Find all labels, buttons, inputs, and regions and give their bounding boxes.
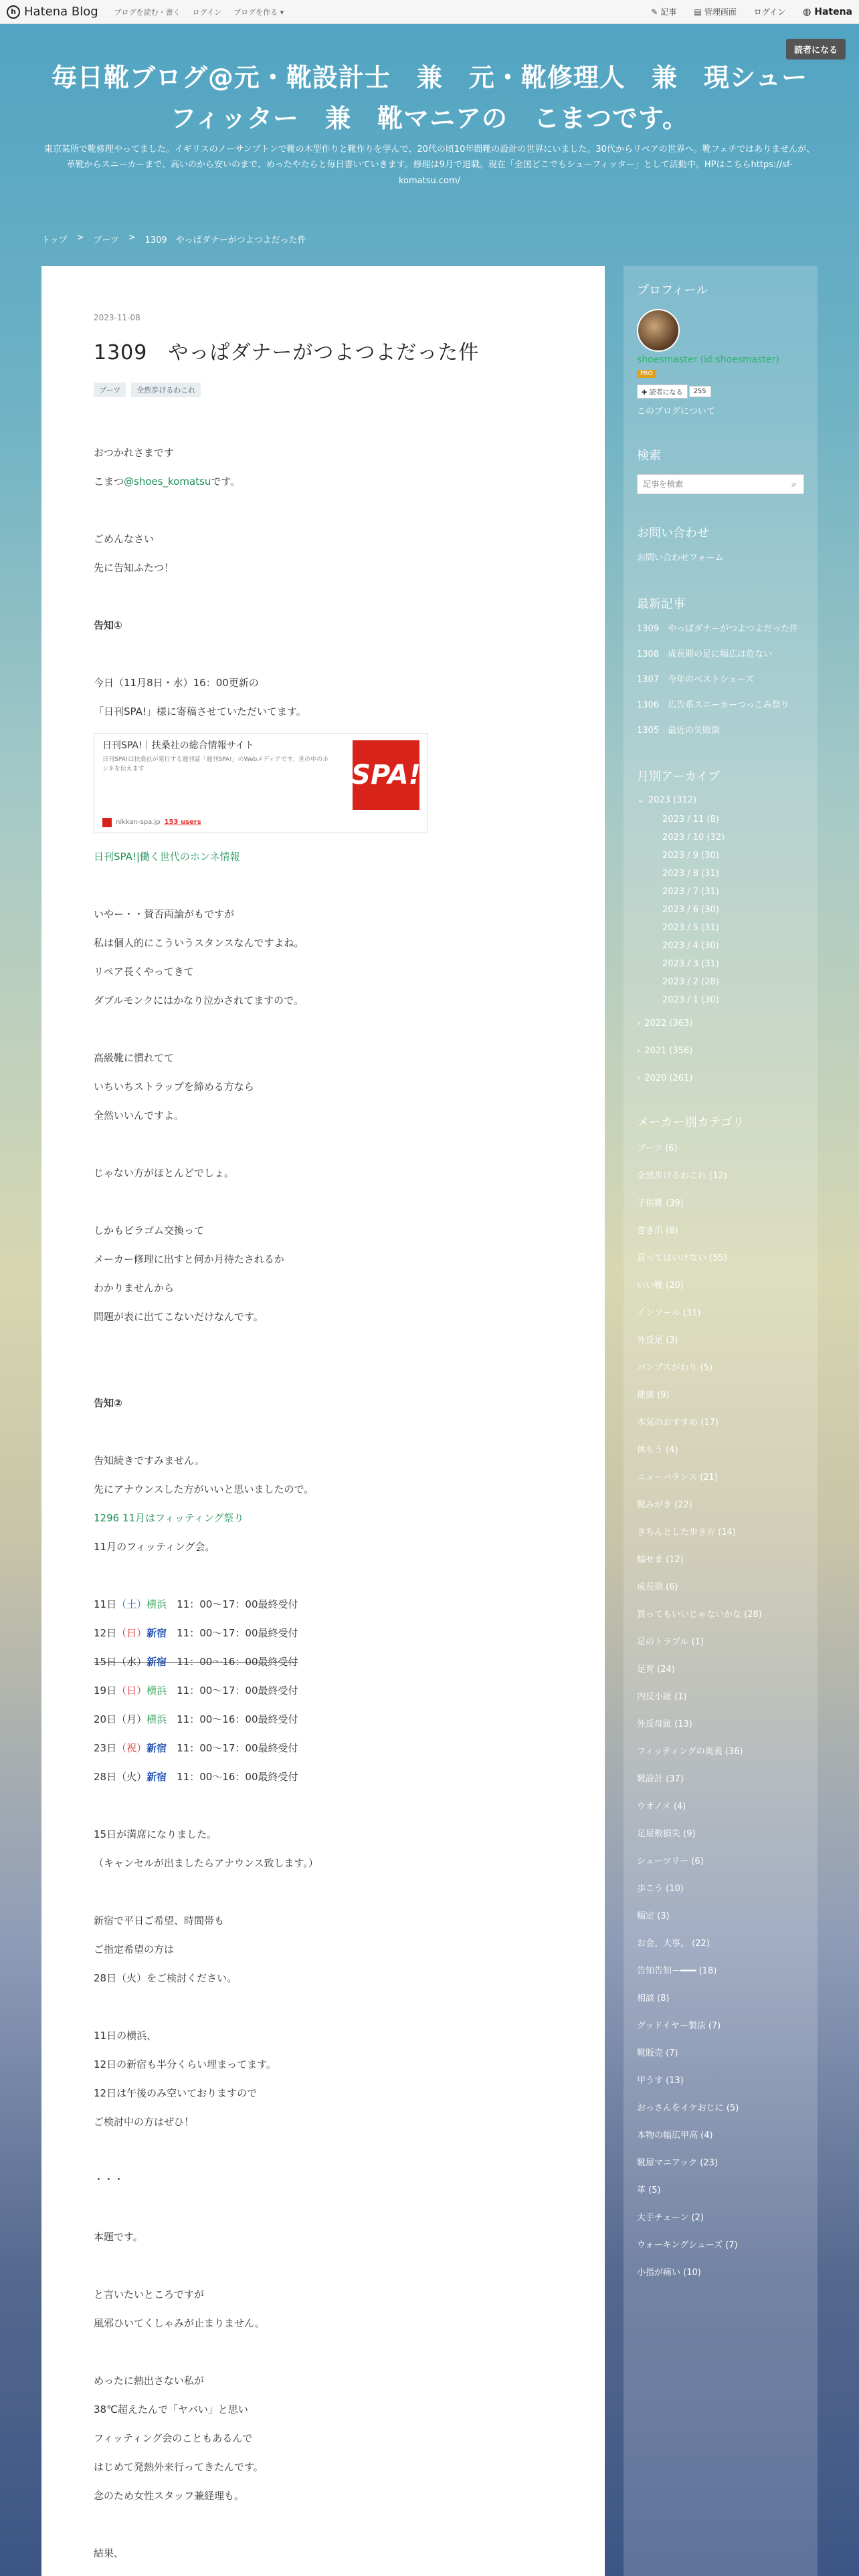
body-text: と言いたいところですが	[94, 2288, 204, 2300]
spacer	[94, 582, 553, 611]
archive-month-link[interactable]: 2023 / 2 (28)	[662, 977, 719, 987]
breadcrumb-top[interactable]: トップ	[41, 235, 68, 245]
body-text: です。	[211, 475, 241, 488]
schedule-weekday: （日）	[116, 1685, 147, 1697]
topbar-menu	[114, 7, 284, 17]
spacer	[94, 2252, 553, 2280]
category-link[interactable]: インソール (31)	[637, 1308, 701, 1318]
category-link[interactable]: 本気のおすすめ (17)	[637, 1418, 719, 1428]
schedule-time: 11：00〜16：00最終受付	[177, 1713, 298, 1725]
schedule-weekday: （水）	[116, 1656, 147, 1668]
spacer	[94, 1993, 553, 2022]
category-link[interactable]: ブーツ (6)	[637, 1144, 678, 1154]
topbar-login-link[interactable]: ログイン	[753, 7, 786, 17]
entry-categories	[94, 383, 553, 397]
schedule-day: 23日	[94, 1742, 117, 1754]
archive-month-link[interactable]: 2023 / 5 (31)	[662, 923, 719, 933]
spacer	[94, 2137, 553, 2165]
category-link[interactable]: 内反小趾 (1)	[637, 1692, 687, 1702]
embed-footer	[102, 818, 201, 827]
body-text: 本題です。	[94, 2231, 143, 2243]
body-text: 念のため女性スタッフ兼経理も。	[94, 2490, 245, 2502]
spacer	[94, 2194, 553, 2223]
body-text: 11日の横浜、	[94, 2030, 157, 2042]
embed-link[interactable]: 日刊SPA!|働く世代のホンネ情報	[94, 851, 240, 863]
schedule-venue: 新宿	[147, 1742, 167, 1754]
category-link[interactable]: 足育 (24)	[637, 1665, 675, 1675]
archive-month-link[interactable]: 2023 / 1 (30)	[662, 995, 719, 1005]
spacer	[94, 2338, 553, 2367]
recent-entry-link[interactable]: 1308 成長期の足に幅広は危ない	[637, 649, 773, 659]
category-link[interactable]: ニューバランス (21)	[637, 1473, 718, 1483]
schedule-row	[94, 1763, 553, 1792]
schedule-row-full	[94, 1648, 553, 1677]
topbar-admin-link[interactable]	[694, 6, 736, 17]
search-module	[637, 446, 804, 494]
category-link[interactable]: 幅定 (3)	[637, 1911, 670, 1921]
topbar-write-label: 記事	[660, 7, 677, 17]
hatena-blog-logo-text: Hatena Blog	[24, 5, 98, 19]
schedule-time: 11：00〜16：00最終受付	[177, 1771, 298, 1783]
profile-module	[637, 281, 804, 417]
subscribe-small-button[interactable]: ✚ 読者になる	[637, 385, 688, 399]
recent-heading: 最新記事	[637, 597, 685, 611]
body-text	[94, 467, 553, 496]
hatena-globe-icon: ◍	[803, 6, 812, 17]
archive-year-label: 2021 (356)	[644, 1046, 693, 1056]
hatena-blog-logo[interactable]	[7, 5, 98, 19]
archive-month-link[interactable]: 2023 / 11 (8)	[662, 815, 719, 825]
entry-date[interactable]: 2023-11-08	[94, 313, 140, 322]
spacer	[94, 1130, 553, 1159]
category-link[interactable]: きちんとした歩き方 (14)	[637, 1527, 736, 1537]
body-text: ご検討中の方はぜひ！	[94, 2116, 195, 2128]
body-text: ご指定希望の方は	[94, 1943, 175, 1955]
hatena-topbar	[0, 0, 859, 24]
category-link[interactable]: 靴みがき (22)	[637, 1500, 692, 1510]
body-text: 15日が満席になりました。	[94, 1828, 217, 1840]
archive-year-2021[interactable]	[637, 1046, 804, 1056]
spacer	[94, 1418, 553, 1446]
category-link[interactable]: 全然歩けるわこれ (12)	[637, 1171, 727, 1181]
category-link[interactable]: フィッティングの奥義 (36)	[637, 1747, 743, 1757]
recent-entry-link[interactable]: 1306 広告系スニーカーつっこみ祭り	[637, 700, 789, 710]
category-link[interactable]: 小指が痛い (10)	[637, 2268, 701, 2278]
category-link[interactable]: ウォーキングシューズ (7)	[637, 2240, 738, 2250]
body-text: 「日刊SPA!」様に寄稿させていただいてます。	[94, 706, 306, 718]
avatar[interactable]	[637, 309, 680, 352]
schedule-time: 11：00〜16：00最終受付	[177, 1656, 298, 1668]
pencil-icon: ✎	[651, 7, 658, 17]
category-link[interactable]: 靴設計 (37)	[637, 1774, 684, 1784]
schedule-row	[94, 1677, 553, 1705]
topbar-right	[651, 6, 852, 17]
category-link[interactable]: 甲うす (13)	[637, 2076, 684, 2086]
category-link[interactable]: 告知告知ー━━━ (18)	[637, 1966, 717, 1976]
blog-title[interactable]: 毎日靴ブログ@元・靴設計士 兼 元・靴修理人 兼 現シューフィッター 兼 靴マニアの こまつです。	[51, 63, 808, 133]
search-box	[637, 474, 804, 494]
category-link[interactable]: 買ってもいいじゃないかな (28)	[637, 1610, 762, 1620]
search-heading: 検索	[637, 449, 661, 463]
schedule-day: 20日	[94, 1713, 117, 1725]
spacer	[94, 2510, 553, 2539]
body-text: 先にアナウンスした方がいいと思いましたので。	[94, 1483, 314, 1495]
profile-heading: プロフィール	[637, 284, 708, 298]
body-text: ・・・	[94, 2173, 124, 2185]
chevron-right-icon: ›	[637, 1018, 641, 1029]
spacer	[94, 1015, 553, 1044]
body-text: じゃない方がほとんどでしょ。	[94, 1167, 235, 1179]
category-link[interactable]: 本物の幅広甲高 (4)	[637, 2131, 713, 2141]
spacer	[94, 1188, 553, 1216]
archive-month-link[interactable]: 2023 / 7 (31)	[662, 887, 719, 897]
schedule-row	[94, 1619, 553, 1648]
schedule-weekday: （土）	[116, 1598, 147, 1610]
article	[41, 266, 605, 2576]
body-text: めったに熱出さない私が	[94, 2375, 204, 2387]
category-link[interactable]: シューツリー (6)	[637, 1856, 704, 1866]
chevron-down-icon: ⌄	[637, 795, 644, 805]
archive-month-link[interactable]: 2023 / 4 (30)	[662, 941, 719, 951]
body-text: 今日（11月8日・水）16：00更新の	[94, 677, 259, 689]
category-link[interactable]: 靴販売 (7)	[637, 2048, 678, 2058]
twitter-link[interactable]: @shoes_komatsu	[124, 475, 211, 488]
category-link[interactable]: 靴屋マニアック (23)	[637, 2158, 718, 2168]
schedule-venue: 横浜	[147, 1713, 167, 1725]
topbar-menu-login[interactable]: ログイン	[192, 7, 222, 17]
schedule-weekday: （祝）	[116, 1742, 147, 1754]
archive-year-label: 2022 (363)	[644, 1018, 693, 1029]
body-text: メーカー修理に出すと何か月待たされるか	[94, 1253, 284, 1265]
entry-category-tag[interactable]: ブーツ	[94, 383, 126, 397]
schedule-day: 28日	[94, 1771, 117, 1783]
archive-month-link[interactable]: 2023 / 6 (30)	[662, 905, 719, 915]
schedule-time: 11：00〜17：00最終受付	[177, 1627, 298, 1639]
body-text: 告知続きですみません。	[94, 1455, 205, 1467]
spacer	[94, 1562, 553, 1590]
schedule-time: 11：00〜17：00最終受付	[177, 1598, 298, 1610]
archive-year-2023[interactable]	[637, 795, 804, 805]
recent-entries-module	[637, 595, 804, 738]
section-heading: 告知②	[94, 1397, 122, 1409]
archive-month-link[interactable]: 2023 / 3 (31)	[662, 959, 719, 969]
body-text: 12日は午後のみ空いておりますので	[94, 2087, 258, 2099]
entry-category-tag[interactable]: 全然歩けるわこれ	[131, 383, 201, 397]
body-text: わかりませんから	[94, 1282, 175, 1294]
body-text: おつかれさまです	[94, 447, 174, 459]
body-text: 11月のフィッティング会。	[94, 1541, 215, 1553]
schedule-weekday: （火）	[116, 1771, 147, 1783]
body-text: 問題が表に出てこないだけなんです。	[94, 1311, 264, 1323]
body-text: 12日の新宿も半分くらい埋まってます。	[94, 2058, 276, 2070]
archive-year-label: 2023 (312)	[648, 795, 697, 805]
bookmark-users-count[interactable]: 153 users	[164, 819, 201, 826]
category-link[interactable]: お金、大事。 (22)	[637, 1939, 710, 1949]
archive-month-link[interactable]: 2023 / 10 (32)	[662, 833, 725, 843]
schedule-row	[94, 1590, 553, 1619]
schedule-venue: 新宿	[147, 1627, 167, 1639]
topbar-menu-read[interactable]: ブログを読む・書く	[114, 7, 181, 17]
body-text: ダブルモンクにはかなり泣かされてますので。	[94, 994, 304, 1006]
archive-year-label: 2020 (261)	[644, 1073, 693, 1083]
category-link[interactable]: 休もう (4)	[637, 1445, 678, 1455]
category-link[interactable]: 子供靴 (39)	[637, 1198, 684, 1208]
breadcrumb-boots[interactable]: ブーツ	[93, 235, 119, 245]
schedule-time: 11：00〜17：00最終受付	[177, 1742, 298, 1754]
sidebar	[624, 266, 818, 2576]
body-text: 28日（火）をご検討ください。	[94, 1972, 237, 1984]
body-text: 高級靴に慣れてて	[94, 1052, 175, 1064]
schedule-weekday: （月）	[116, 1713, 147, 1725]
embed-title: 日刊SPA!｜扶桑社の総合情報サイト	[102, 740, 254, 751]
schedule-day: 19日	[94, 1685, 117, 1697]
search-icon[interactable]: ⌕	[791, 479, 797, 490]
schedule-day: 11日	[94, 1598, 117, 1610]
profile-name-link[interactable]: shoesmaster (id:shoesmaster)	[637, 354, 779, 365]
schedule-day: 12日	[94, 1627, 117, 1639]
body-text: いやー・・賛否両論がもですが	[94, 908, 235, 920]
topbar-write-link[interactable]	[651, 6, 676, 17]
body-text: リペア長くやってきて	[94, 966, 194, 978]
section-heading: 告知①	[94, 619, 122, 631]
schedule-row	[94, 1734, 553, 1763]
breadcrumb-separator: >	[76, 233, 84, 243]
body-text: 全然いいんですよ。	[94, 1109, 185, 1121]
schedule-weekday: （日）	[116, 1627, 147, 1639]
subscribe-button[interactable]: 読者になる	[786, 39, 846, 60]
category-link[interactable]: 歩こう (10)	[637, 1884, 684, 1894]
archive-month-link[interactable]: 2023 / 9 (30)	[662, 851, 719, 861]
recent-entry-link[interactable]: 1307 今年のベストシューズ	[637, 675, 755, 685]
body-text: フィッティング会のこともあるんで	[94, 2432, 253, 2444]
body-text: しかもビラゴム交換って	[94, 1224, 205, 1237]
schedule-venue: 新宿	[147, 1656, 167, 1668]
category-link[interactable]: 買ってはいけない (55)	[637, 1253, 727, 1263]
category-link[interactable]: 巻き爪 (8)	[637, 1226, 678, 1236]
category-link[interactable]: ウオノメ (4)	[637, 1802, 686, 1812]
spa-logo-image: SPA!	[353, 740, 419, 810]
schedule-venue: 横浜	[147, 1685, 167, 1697]
body-text: こまつ	[94, 475, 124, 488]
schedule-venue: 横浜	[147, 1598, 167, 1610]
recent-entry-link[interactable]: 1309 やっぱダナーがつよつよだった件	[637, 624, 799, 634]
reader-row	[637, 385, 804, 399]
entry-body	[94, 439, 553, 2568]
reader-count[interactable]: 255	[689, 386, 711, 397]
embed-description: 日刊SPA!は扶桑社が発行する週刊誌「週刊SPA!」のWebメディアです。世の中のホンネを伝えます	[102, 756, 329, 772]
category-module	[637, 1113, 804, 2278]
spacer	[94, 640, 553, 669]
body-text: 先に告知ふたつ！	[94, 562, 175, 574]
body-text: 風邪ひいてくしゃみが止まりません。	[94, 2317, 265, 2329]
body-text: （キャンセルが出ましたらアナウンス致します。）	[94, 1857, 318, 1869]
search-input[interactable]	[638, 475, 785, 494]
embed-site: nikkan-spa.jp	[116, 819, 161, 826]
about-blog-link[interactable]: このブログについて	[637, 407, 715, 417]
archive-year-2022[interactable]	[637, 1018, 804, 1029]
category-link[interactable]: 足屋敷損失 (9)	[637, 1829, 696, 1839]
schedule-row	[94, 1705, 553, 1734]
hatena-link[interactable]	[803, 7, 852, 17]
internal-article-link[interactable]: 1296 11月はフィッティング祭り	[94, 1512, 244, 1524]
archive-months	[637, 815, 804, 1005]
category-link[interactable]: 革 (5)	[637, 2185, 661, 2195]
schedule-venue: 新宿	[147, 1771, 167, 1783]
category-link[interactable]: おっさんをイケおじに (5)	[637, 2103, 739, 2113]
breadcrumb-current: 1309 やっぱダナーがつよつよだった件	[145, 235, 306, 245]
blog-description: 東京某所で靴修理やってました。イギリスのノーサンプトンで靴の木型作りと靴作りを学んで、20代の頃10年間靴の設計の世界にいました。30代からリペアの世界へ。靴フェチではありませんが、革靴からスニーカーまで、高いのから安いのまで、めったやたらと毎日書いていきます。修理は9月で退職。現在「全国どこでもシューフィッター」として活動中。HPはこちらhttps://sf-komatsu.com/	[43, 144, 816, 186]
spacer	[94, 871, 553, 900]
category-link[interactable]: 足のトラブル (1)	[637, 1637, 704, 1647]
topbar-menu-create[interactable]: ブログを作る ▾	[233, 7, 284, 17]
body-text: ごめんなさい	[94, 533, 155, 545]
category-link[interactable]: 健康 (9)	[637, 1390, 670, 1400]
entry-title[interactable]: 1309 やっぱダナーがつよつよだった件	[94, 341, 480, 364]
hatena-label: Hatena	[814, 6, 852, 17]
category-link[interactable]: グッドイヤー製法 (7)	[637, 2021, 721, 2031]
body-text: 私は個人的にこういうスタンスなんですよね。	[94, 937, 304, 949]
category-heading: メーカー別カテゴリ	[637, 1115, 745, 1130]
category-link[interactable]: 成長期 (6)	[637, 1582, 678, 1592]
spacer	[94, 1360, 553, 1389]
pro-badge: PRO	[637, 370, 656, 378]
favicon-icon	[102, 818, 112, 827]
embed-card[interactable]	[94, 733, 428, 833]
schedule-time: 11：00〜17：00最終受付	[177, 1685, 298, 1697]
body-text: いちいちストラップを締める方なら	[94, 1081, 254, 1093]
category-link[interactable]: 幅せま (12)	[637, 1555, 684, 1565]
spacer	[94, 1792, 553, 1820]
category-link[interactable]: 相談 (8)	[637, 1994, 670, 2004]
dashboard-icon: ▤	[694, 7, 702, 17]
contact-form-link[interactable]: お問い合わせフォーム	[637, 553, 724, 563]
category-link[interactable]: 外反母趾 (13)	[637, 1719, 692, 1729]
category-link[interactable]: 外反足 (3)	[637, 1335, 678, 1346]
category-link[interactable]: いい靴 (20)	[637, 1281, 684, 1291]
spacer	[94, 496, 553, 525]
spacer	[94, 1331, 553, 1360]
contact-heading: お問い合わせ	[637, 526, 709, 540]
breadcrumb	[41, 233, 306, 245]
body-text: 38℃超えたんで「ヤバい」と思い	[94, 2403, 248, 2416]
category-link[interactable]: パンプスがわり (5)	[637, 1363, 713, 1373]
archive-module	[637, 767, 804, 1083]
recent-entry-link[interactable]: 1305 最近の失敗談	[637, 726, 721, 736]
category-link[interactable]: 大手チェーン (2)	[637, 2213, 704, 2223]
body-text: 結果、	[94, 2547, 124, 2559]
breadcrumb-separator: >	[128, 233, 136, 243]
chevron-right-icon: ›	[637, 1073, 641, 1083]
topbar-admin-label: 管理画面	[704, 7, 737, 17]
schedule-day: 15日	[94, 1656, 117, 1668]
body-text: はじめて発熱外来行ってきたんです。	[94, 2461, 264, 2473]
spacer	[94, 1878, 553, 1907]
archive-heading: 月別アーカイブ	[637, 770, 721, 784]
hatena-logo-icon: h	[7, 5, 20, 19]
archive-month-link[interactable]: 2023 / 8 (31)	[662, 869, 719, 879]
archive-year-2020[interactable]	[637, 1073, 804, 1083]
chevron-right-icon: ›	[637, 1046, 641, 1056]
contact-module	[637, 524, 804, 565]
body-text: 新宿で平日ご希望、時間帯も	[94, 1915, 225, 1927]
